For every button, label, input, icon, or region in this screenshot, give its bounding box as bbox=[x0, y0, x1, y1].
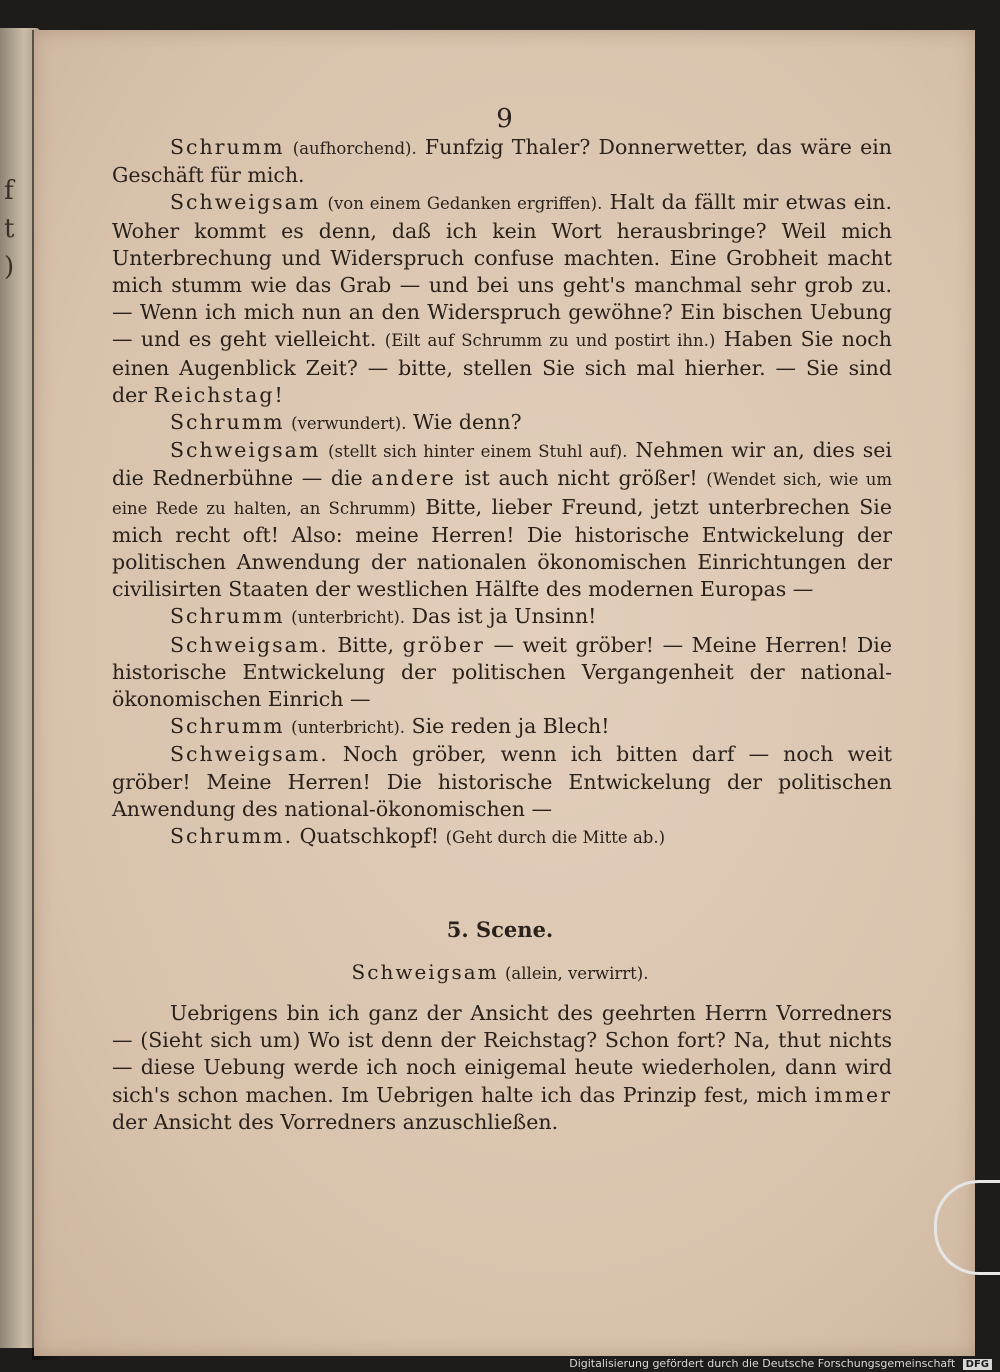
emphasis-text: Reichstag! bbox=[153, 382, 285, 407]
digitization-footer bbox=[569, 1357, 992, 1370]
dialogue-line bbox=[112, 409, 892, 437]
line-text: Quatschkopf! bbox=[299, 824, 440, 849]
speaker-name: Schrumm bbox=[170, 604, 285, 629]
paper-clip bbox=[934, 1180, 1000, 1275]
emphasis-text: gröber bbox=[402, 632, 485, 657]
monologue-paragraph bbox=[112, 1000, 892, 1136]
dialogue-line bbox=[112, 823, 892, 851]
dialogue-line bbox=[112, 713, 892, 741]
line-text: Noch gröber, wenn ich bitten darf — noch weit gröber! Meine Herren! Die historische Entwickelung der politischen Anwendung des national-ökonomischen — bbox=[112, 742, 892, 821]
stage-direction: (unterbricht). bbox=[291, 718, 406, 738]
line-text: Bitte, lieber Freund, jetzt unterbrechen Sie mich recht oft! Also: meine Herren! Die historische Entwickelung der politischen Anwendung der nationalen ökonomischen Einrichtungen der civilisirten Staaten der westlichen Hälfte des modernen Europas — bbox=[112, 494, 892, 602]
speaker-name: Schweigsam bbox=[170, 190, 321, 215]
stage-direction: (Geht durch die Mitte ab.) bbox=[445, 828, 666, 848]
page-number: 9 bbox=[496, 104, 513, 134]
stage-direction: (allein, verwirrt). bbox=[505, 964, 649, 983]
line-text: Funfzig Thaler? Donnerwetter, das wäre ein Geschäft für mich. bbox=[112, 135, 892, 188]
dialogue-line bbox=[112, 134, 892, 189]
line-text: der Ansicht des Vorredners anzuschließen. bbox=[112, 1109, 559, 1134]
scene-monologue bbox=[112, 1000, 892, 1136]
speaker-name: Schweigsam. bbox=[170, 632, 329, 657]
dialogue-line bbox=[112, 437, 892, 603]
speaker-name: Schrumm bbox=[170, 410, 285, 435]
speaker-name: Schrumm. bbox=[170, 824, 294, 849]
line-text: ist auch nicht größer! bbox=[464, 466, 698, 491]
stage-direction: (unterbricht). bbox=[291, 608, 406, 628]
speaker-name: Schrumm bbox=[170, 714, 285, 739]
margin-fragment: f bbox=[4, 176, 14, 206]
stage-direction: (Eilt auf Schrumm zu und postirt ihn.) bbox=[384, 331, 716, 351]
dfg-logo-icon: DFG bbox=[963, 1359, 992, 1370]
line-text: Haben Sie noch einen Augenblick Zeit? — bitte, stellen Sie sich mal hierher. — Sie sind der bbox=[112, 327, 892, 407]
line-text: — weit gröber! — Meine Herren! Die historische Entwickelung der politischen Vergangenheit der national-ökonomischen Einrich — bbox=[112, 632, 892, 712]
dialogue-line bbox=[112, 632, 892, 714]
emphasis-text: immer bbox=[814, 1082, 892, 1107]
margin-fragment: ) bbox=[4, 252, 15, 282]
stage-direction: (Wendet sich, wie um eine Rede zu halten, an Schrumm) bbox=[112, 470, 892, 518]
stage-direction: (aufhorchend). bbox=[292, 139, 417, 158]
line-text: Bitte, bbox=[337, 632, 395, 657]
margin-fragment: t bbox=[4, 214, 15, 244]
line-text: Halt da fällt mir etwas ein. Woher kommt es denn, daß ich kein Wort herausbringe? Weil mich Unterbrechung und Widerspruch confuse machten. Eine Grobheit macht mich stumm wie das Grab — und bei uns geht's manchmal sehr grob zu. — Wenn ich mich nun an den Widerspruch gewöhne? Ein bischen Uebung — und es geht vielleicht. bbox=[112, 190, 892, 352]
footer-credit: Digitalisierung gefördert durch die Deutsche Forschungsgemeinschaft bbox=[569, 1357, 956, 1370]
dialogue-line bbox=[112, 603, 892, 631]
speaker-name: Schweigsam bbox=[170, 438, 321, 463]
dialogue-line bbox=[112, 189, 892, 409]
dialogue-text bbox=[112, 134, 892, 851]
stage-direction: (verwundert). bbox=[291, 414, 407, 434]
scene-speaker-line bbox=[0, 960, 1000, 984]
line-text: Uebrigens bin ich ganz der Ansicht des geehrten Herrn Vorredners — (Sieht sich um) Wo ist denn der Reichstag? Schon fort? Na, thut nichts — diese Uebung werde ich noch einigemal heute wiederholen, dann wird sich's schon machen. Im Uebrigen halte ich das Prinzip fest, mich bbox=[112, 1001, 892, 1107]
line-text: Wie denn? bbox=[413, 410, 522, 435]
line-text: Nehmen wir an, dies sei die Rednerbühne — die bbox=[112, 438, 892, 491]
emphasis-text: andere bbox=[371, 466, 456, 491]
line-text: Das ist ja Unsinn! bbox=[411, 604, 597, 629]
stage-direction: (von einem Gedanken ergriffen). bbox=[327, 194, 603, 214]
speaker-name: Schweigsam bbox=[351, 960, 499, 984]
dialogue-line bbox=[112, 741, 892, 823]
scene-heading: 5. Scene. bbox=[446, 917, 554, 942]
speaker-name: Schrumm bbox=[170, 135, 285, 159]
stage-direction: (stellt sich hinter einem Stuhl auf). bbox=[328, 442, 628, 462]
speaker-name: Schweigsam. bbox=[170, 742, 329, 767]
line-text: Sie reden ja Blech! bbox=[411, 714, 610, 739]
